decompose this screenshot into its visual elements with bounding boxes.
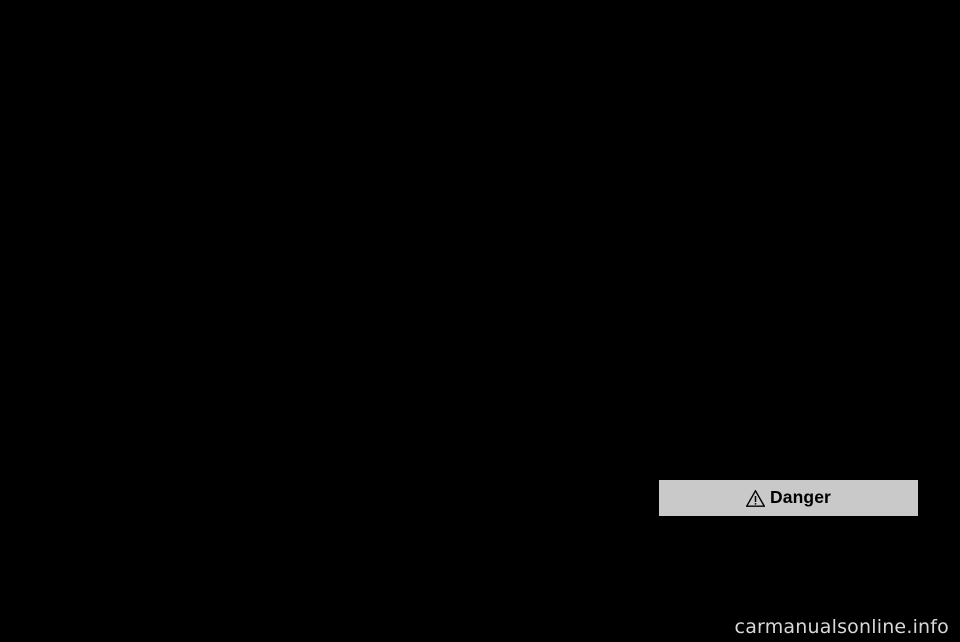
danger-callout-content bbox=[746, 489, 831, 507]
danger-callout-label: Danger bbox=[770, 487, 831, 508]
warning-triangle-icon bbox=[746, 490, 765, 507]
danger-callout bbox=[659, 480, 918, 516]
site-watermark: carmanualsonline.info bbox=[734, 616, 949, 638]
